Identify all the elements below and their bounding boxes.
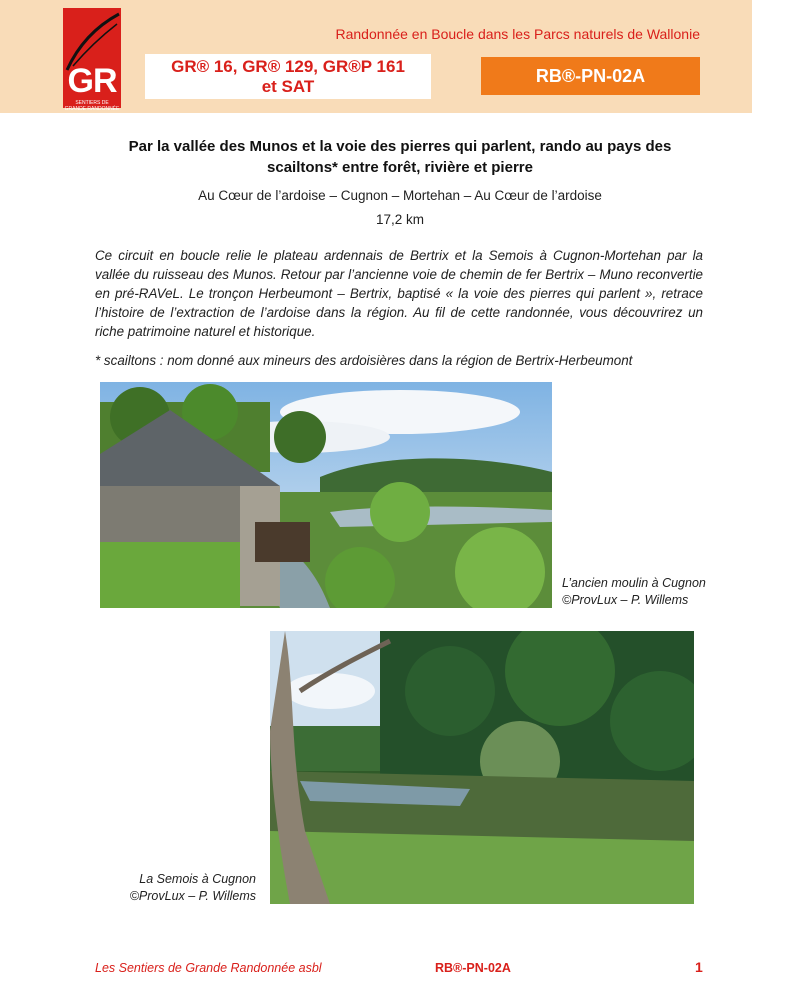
- gr-routes-line2: et SAT: [261, 77, 315, 96]
- page-number: 1: [695, 959, 703, 975]
- header-tagline: Randonnée en Boucle dans les Parcs naturels de Wallonie: [335, 26, 700, 42]
- gr-routes-line1: GR® 16, GR® 129, GR®P 161: [171, 57, 405, 76]
- gr-routes-box: [145, 54, 431, 99]
- photo2-caption-title: La Semois à Cugnon: [139, 872, 256, 886]
- footer-organization: Les Sentiers de Grande Randonnée asbl: [95, 961, 322, 975]
- page-title: Par la vallée des Munos et la voie des pierres qui parlent, rando au pays des scailtons* entre forêt, rivière et pierre: [128, 138, 672, 176]
- intro-paragraph: Ce circuit en boucle relie le plateau ardennais de Bertrix et la Semois à Cugnon-Mortehan par la vallée du ruisseau des Munos. Retour par l’ancienne voie de chemin de fer Bertrix – Muno reconvertie en pré-RAVeL. Le tronçon Herbeumont – Bertrix, baptisé « la voie des pierres qui parlent », retrace l’histoire de l’extraction de l’ardoise dans la région. Au fil de cette randonnée, vous découvrirez un riche patrimoine naturel et historique.: [95, 248, 703, 339]
- photo-semois-cugnon: [270, 631, 694, 904]
- logo-text: GR: [67, 62, 117, 100]
- photo1-caption-credit: ©ProvLux – P. Willems: [562, 593, 689, 607]
- route-stops: Au Cœur de l’ardoise – Cugnon – Mortehan – Au Cœur de l’ardoise: [198, 188, 602, 203]
- gr-logo: [63, 8, 121, 112]
- logo-subtext: SENTIERS DE GRANDE RANDONNÉE: [64, 100, 120, 112]
- route-distance: 17,2 km: [375, 212, 425, 227]
- photo2-caption: [80, 871, 256, 905]
- photo2-caption-credit: ©ProvLux – P. Willems: [129, 889, 256, 903]
- route-code-badge: RB®-PN-02A: [481, 57, 700, 95]
- photo-mill-cugnon: [100, 382, 552, 608]
- footer-route-code: RB®-PN-02A: [435, 961, 511, 975]
- footnote: * scailtons : nom donné aux mineurs des ardoisières dans la région de Bertrix-Herbeumont: [95, 353, 633, 368]
- photo1-caption: [562, 575, 742, 609]
- photo1-caption-title: L’ancien moulin à Cugnon: [562, 576, 706, 590]
